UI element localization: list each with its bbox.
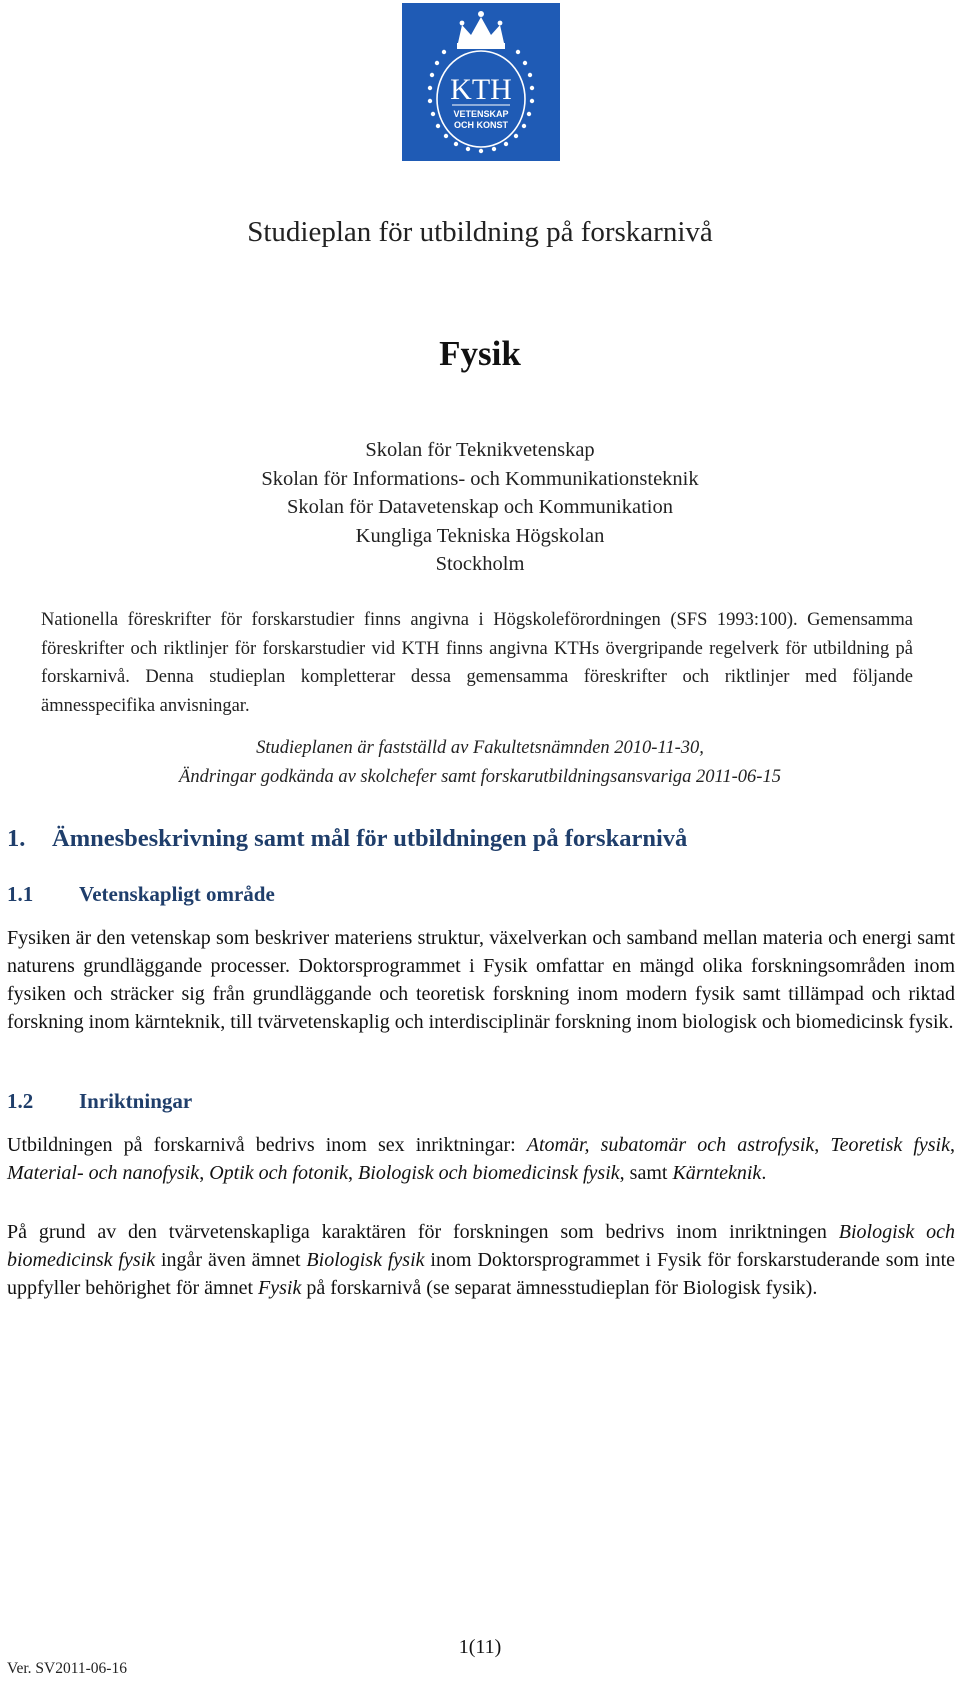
document-title: Studieplan för utbildning på forskarnivå (247, 216, 713, 248)
direction-name: Optik och fotonik (209, 1162, 349, 1184)
text-run: , (950, 1134, 955, 1156)
text-run: . (761, 1162, 767, 1184)
text-run: , samt (619, 1162, 673, 1184)
text-run: , (348, 1162, 359, 1184)
subject-name: Fysik (258, 1277, 302, 1299)
text-run: På grund av den tvärvetenskapliga karaktären för forskningen som bedrivs inom inriktningen (7, 1221, 839, 1243)
section-title: Inriktningar (79, 1089, 193, 1113)
text-run: , (199, 1162, 210, 1184)
approval-note (0, 734, 960, 791)
kth-logo (402, 3, 560, 161)
text-run: på forskarnivå (se separat ämnesstudieplan för Biologisk fysik). (301, 1277, 818, 1299)
school-line: Stockholm (435, 553, 525, 575)
subject-title: Fysik (439, 334, 521, 373)
direction-name: Material- och nanofysik (7, 1162, 200, 1184)
section-1-2-paragraph-1 (7, 1131, 955, 1187)
section-1-2-paragraph-2 (7, 1218, 955, 1302)
direction-name: Teoretisk fysik (830, 1134, 950, 1156)
page-number: 1(11) (458, 1636, 502, 1658)
section-heading-1-2 (7, 1089, 192, 1114)
kth-crest-icon (402, 3, 560, 161)
section-number: 1.2 (7, 1089, 34, 1113)
text-run: , (814, 1134, 831, 1156)
logo-line1-text: VETENSKAP (453, 109, 509, 119)
school-line: Skolan för Informations- och Kommunikationsteknik (261, 467, 699, 490)
direction-name: Biologisk och biomedicinsk fysik (358, 1162, 620, 1184)
school-line: Kungliga Tekniska Högskolan (355, 524, 605, 547)
section-heading-1 (7, 825, 687, 853)
direction-name: Atomär, subatomär och astrofysik (526, 1134, 815, 1156)
text-run: Utbildningen på forskarnivå bedrivs inom sex inriktningar: (7, 1134, 527, 1156)
subject-name: Biologisk fysik (306, 1249, 425, 1271)
intro-paragraph: Nationella föreskrifter för forskarstudier finns angivna i Högskoleförordningen (SFS 1993:100). Gemensamma föreskrifter och riktlinjer för forskarstudier vid KTH finns angivna KTHs övergripande regelverk för utbildning på forskarnivå. Denna studieplan kompletterar dessa gemensamma föreskrifter och riktlinjer med följande ämnesspecifika anvisningar. (41, 610, 913, 716)
school-list (0, 436, 960, 579)
approval-line-1: Studieplanen är fastställd av Fakultetsnämnden 2010-11-30, (256, 738, 704, 758)
section-number: 1.1 (7, 882, 34, 906)
text-run: inom Doktorsprogrammet i Fysik för forskarstuderande som inte uppfyller behörighet för ämnet (7, 1249, 955, 1299)
version-label: Ver. SV2011-06-16 (7, 1660, 127, 1677)
section-number: 1. (7, 825, 26, 852)
text-run: ingår även ämnet (155, 1249, 307, 1271)
school-line: Skolan för Teknikvetenskap (365, 439, 595, 461)
direction-name: Biologisk och biomedicinsk fysik (7, 1221, 955, 1271)
logo-kth-text: KTH (450, 73, 512, 106)
direction-name: Kärnteknik (672, 1162, 762, 1184)
section-title: Ämnesbeskrivning samt mål för utbildningen på forskarnivå (52, 825, 688, 852)
school-line: Skolan för Datavetenskap och Kommunikation (287, 496, 673, 518)
approval-line-2: Ändringar godkända av skolchefer samt forskarutbildningsansvariga 2011-06-15 (179, 766, 781, 787)
logo-line2-text: OCH KONST (454, 120, 508, 130)
section-heading-1-1 (7, 882, 275, 907)
section-title: Vetenskapligt område (79, 882, 275, 906)
section-1-1-paragraph: Fysiken är den vetenskap som beskriver materiens struktur, växelverkan och samband mellan materia och energi samt naturens grundläggande processer. Doktorsprogrammet i Fysik omfattar en mängd olika forskningsområden inom fysiken och sträcker sig från grundläggande och teoretisk forskning inom modern fysik samt tillämpad och riktad forskning inom kärnteknik, till tvärvetenskaplig och interdisciplinär forskning inom biologisk och biomedicinsk fysik. (7, 927, 955, 1033)
